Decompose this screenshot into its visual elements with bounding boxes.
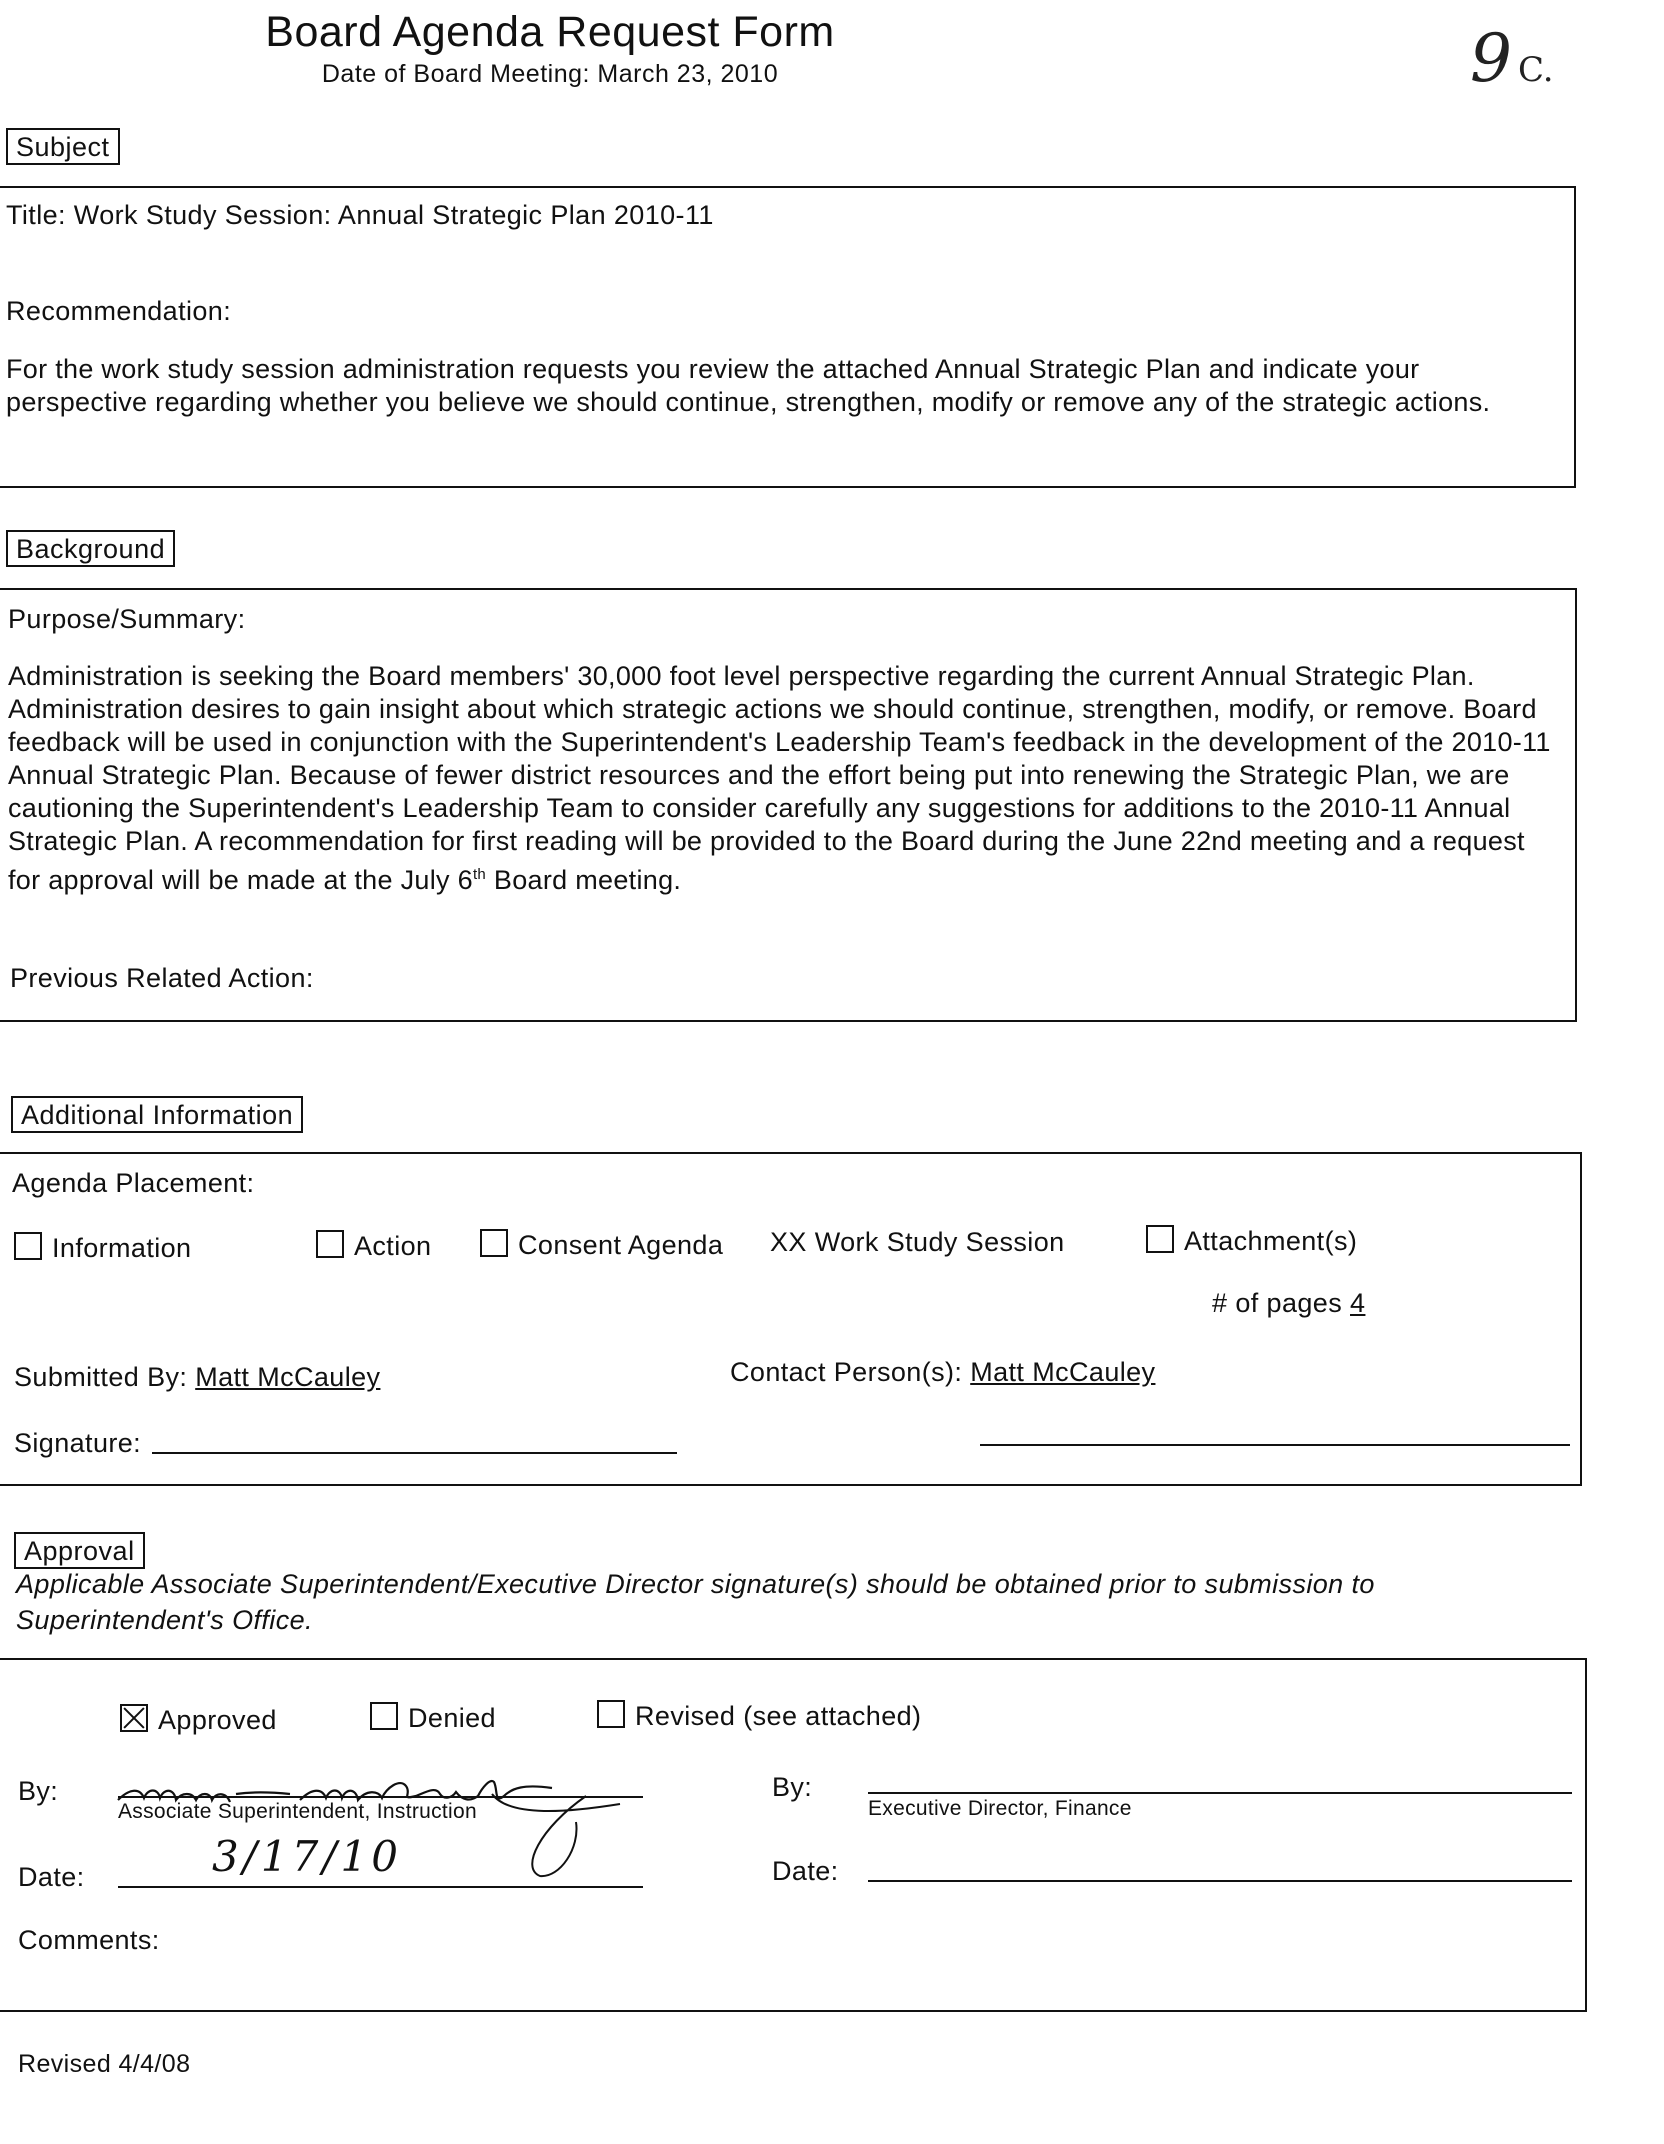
- signature-line-left[interactable]: [152, 1452, 677, 1454]
- revised-label: Revised (see attached): [635, 1701, 922, 1731]
- submitted-by-label: Submitted By:: [14, 1362, 188, 1392]
- by-label-right: By:: [772, 1772, 813, 1802]
- additional-info-label: Additional Information: [11, 1096, 303, 1133]
- signature-line-right[interactable]: [980, 1444, 1570, 1446]
- date-label-left: Date:: [18, 1862, 85, 1892]
- background-label: Background: [6, 530, 175, 567]
- date-line-right[interactable]: [868, 1880, 1572, 1882]
- option-work-study-session: XX Work Study Session: [770, 1227, 1065, 1257]
- meeting-date: Date of Board Meeting: March 23, 2010: [321, 60, 779, 88]
- option-revised[interactable]: [597, 1700, 921, 1732]
- by-title-left: Associate Superintendent, Instruction: [118, 1800, 477, 1823]
- subject-box: [0, 186, 1576, 488]
- agenda-placement-label: Agenda Placement:: [12, 1168, 255, 1198]
- signature-label: Signature:: [14, 1428, 142, 1458]
- previous-action-label: Previous Related Action:: [10, 963, 314, 993]
- contact-person-label: Contact Person(s):: [730, 1357, 963, 1387]
- consent-agenda-label: Consent Agenda: [518, 1230, 724, 1260]
- denied-label: Denied: [408, 1703, 496, 1733]
- page-count-value: 4: [1350, 1288, 1366, 1318]
- subject-title-line: Title: Work Study Session: Annual Strategic Plan 2010-11: [6, 200, 714, 230]
- approved-label: Approved: [158, 1705, 277, 1735]
- additional-info-box: [0, 1152, 1582, 1486]
- option-consent-agenda[interactable]: [480, 1229, 723, 1261]
- page-count: [1212, 1288, 1365, 1319]
- form-title: Board Agenda Request Form: [265, 8, 835, 56]
- date-line-left[interactable]: [118, 1886, 643, 1888]
- action-checkbox[interactable]: [316, 1230, 344, 1258]
- agenda-item-number: [1470, 20, 1554, 97]
- purpose-tail: Board meeting.: [486, 865, 682, 895]
- recommendation-text: For the work study session administration requests you review the attached Annual Strategic Plan and indicate your perspective regarding whether you believe we should continue, strengthen, modify or remove any of the strategic actions.: [6, 354, 1491, 417]
- agenda-item-digit: 9: [1470, 20, 1512, 97]
- information-checkbox[interactable]: [14, 1232, 42, 1260]
- purpose-label: Purpose/Summary:: [8, 604, 246, 634]
- handwritten-date: 3/17/10: [212, 1832, 402, 1881]
- revised-checkbox[interactable]: [597, 1700, 625, 1728]
- by-line-left[interactable]: [118, 1796, 643, 1798]
- by-title-right: Executive Director, Finance: [868, 1797, 1132, 1820]
- information-label: Information: [52, 1233, 192, 1263]
- attachments-label: Attachment(s): [1184, 1226, 1358, 1256]
- contact-person: [730, 1357, 1155, 1388]
- subject-label: Subject: [6, 128, 120, 165]
- recommendation-label: Recommendation:: [6, 296, 232, 326]
- approval-label: Approval: [14, 1532, 145, 1569]
- approved-checkbox[interactable]: [120, 1704, 148, 1732]
- submitted-by-value: Matt McCauley: [195, 1362, 381, 1392]
- revision-date: Revised 4/4/08: [18, 2050, 191, 2078]
- option-information[interactable]: [14, 1232, 191, 1264]
- page-count-label: # of pages: [1212, 1288, 1343, 1318]
- purpose-ordinal: th: [472, 866, 487, 883]
- option-action[interactable]: [316, 1230, 431, 1262]
- denied-checkbox[interactable]: [370, 1702, 398, 1730]
- consent-agenda-checkbox[interactable]: [480, 1229, 508, 1257]
- purpose-body: Administration is seeking the Board members' 30,000 foot level perspective regarding the current Annual Strategic Plan. Administration desires to gain insight about which strategic actions we should continue, strengthen, modify, or remove. Board feedback will be used in conjunction with the Superintendent's Leadership Team's feedback in the development of the 2010-11 Annual Strategic Plan. Because of fewer district resources and the effort being put into renewing the Strategic Plan, we are cautioning the Superintendent's Leadership Team to consider carefully any suggestions for additions to the 2010-11 Annual Strategic Plan. A recommendation for first reading will be provided to the Board during the June 22nd meeting and a request for approval will be made at the July 6: [8, 661, 1551, 895]
- action-label: Action: [354, 1231, 432, 1261]
- by-line-right[interactable]: [868, 1792, 1572, 1794]
- purpose-text: [8, 660, 1563, 897]
- approval-note: Applicable Associate Superintendent/Executive Director signature(s) should be obtained prior to submission to Superintendent's Office.: [16, 1569, 1375, 1635]
- option-approved[interactable]: [120, 1704, 277, 1736]
- submitted-by: [14, 1362, 380, 1393]
- option-denied[interactable]: [370, 1702, 496, 1734]
- contact-person-value: Matt McCauley: [970, 1357, 1156, 1387]
- by-label-left: By:: [18, 1776, 59, 1806]
- attachments-checkbox[interactable]: [1146, 1225, 1174, 1253]
- date-label-right: Date:: [772, 1856, 839, 1886]
- option-attachments[interactable]: [1146, 1225, 1357, 1257]
- comments-label: Comments:: [18, 1925, 160, 1955]
- agenda-item-letter: C.: [1518, 50, 1554, 90]
